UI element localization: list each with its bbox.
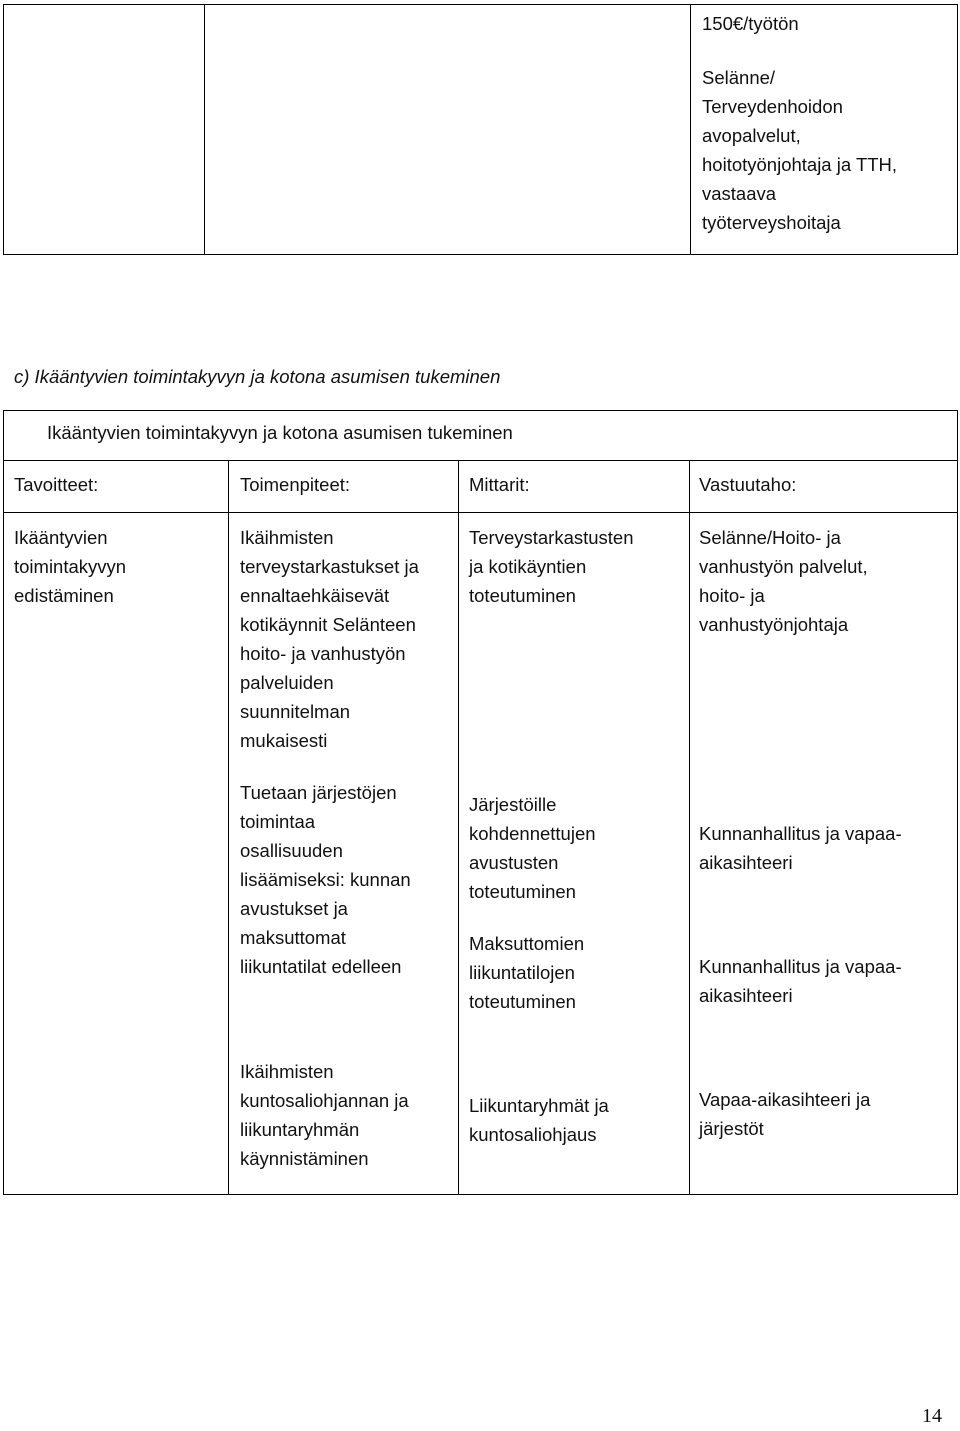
header-responsible: Vastuutaho: xyxy=(699,474,797,495)
section-heading: c) Ikääntyvien toimintakyvyn ja kotona asumisen tukeminen xyxy=(14,366,501,387)
table-row-3-indicator: Liikuntaryhmät ja kuntosaliohjaus xyxy=(469,1095,609,1145)
header-measures: Toimenpiteet: xyxy=(240,474,351,495)
top-table xyxy=(3,4,958,255)
table-row-1-measure: Ikäihmisten terveystarkastukset ja ennaltaehkäisevät kotikäynnit Selänteen hoito- ja vanhustyön palveluiden suunnitelman mukaisesti xyxy=(240,527,419,751)
table-row-2-responsible-2: Kunnanhallitus ja vapaa- aikasihteeri xyxy=(699,956,902,1006)
table-row-2-indicator-2: Maksuttomien liikuntatilojen toteutuminen xyxy=(469,933,585,1012)
table-row-2-responsible-1: Kunnanhallitus ja vapaa- aikasihteeri xyxy=(699,823,902,873)
goal-text: Ikääntyvien toimintakyvyn edistäminen xyxy=(14,527,127,606)
table-row-2-measure: Tuetaan järjestöjen toimintaa osallisuuden lisäämiseksi: kunnan avustukset ja maksuttomat liikuntatilat edelleen xyxy=(240,782,411,977)
header-goals: Tavoitteet: xyxy=(14,474,99,495)
column-divider xyxy=(689,460,690,1194)
column-divider xyxy=(690,5,691,254)
column-divider xyxy=(204,5,205,254)
header-indicators: Mittarit: xyxy=(469,474,530,495)
page-number: 14 xyxy=(922,1405,942,1427)
main-table xyxy=(3,410,958,1195)
row-divider xyxy=(4,460,957,461)
column-divider xyxy=(458,460,459,1194)
table-title: Ikääntyvien toimintakyvyn ja kotona asumisen tukeminen xyxy=(47,422,513,443)
responsible-party: Selänne/ Terveydenhoidon avopalvelut, hoitotyönjohtaja ja TTH, vastaava työterveyshoitaja xyxy=(702,67,898,233)
column-divider xyxy=(228,460,229,1194)
table-row-3-measure: Ikäihmisten kuntosaliohjannan ja liikuntaryhmän käynnistäminen xyxy=(240,1061,409,1169)
table-row-3-responsible: Vapaa-aikasihteeri ja järjestöt xyxy=(699,1089,871,1139)
cost-per-unemployed: 150€/työtön xyxy=(702,13,799,34)
row-divider xyxy=(4,512,957,513)
table-row-1-indicator: Terveystarkastusten ja kotikäyntien toteutuminen xyxy=(469,527,634,606)
table-row-1-responsible: Selänne/Hoito- ja vanhustyön palvelut, hoito- ja vanhustyönjohtaja xyxy=(699,527,868,635)
table-row-2-indicator-1: Järjestöille kohdennettujen avustusten toteutuminen xyxy=(469,794,596,902)
